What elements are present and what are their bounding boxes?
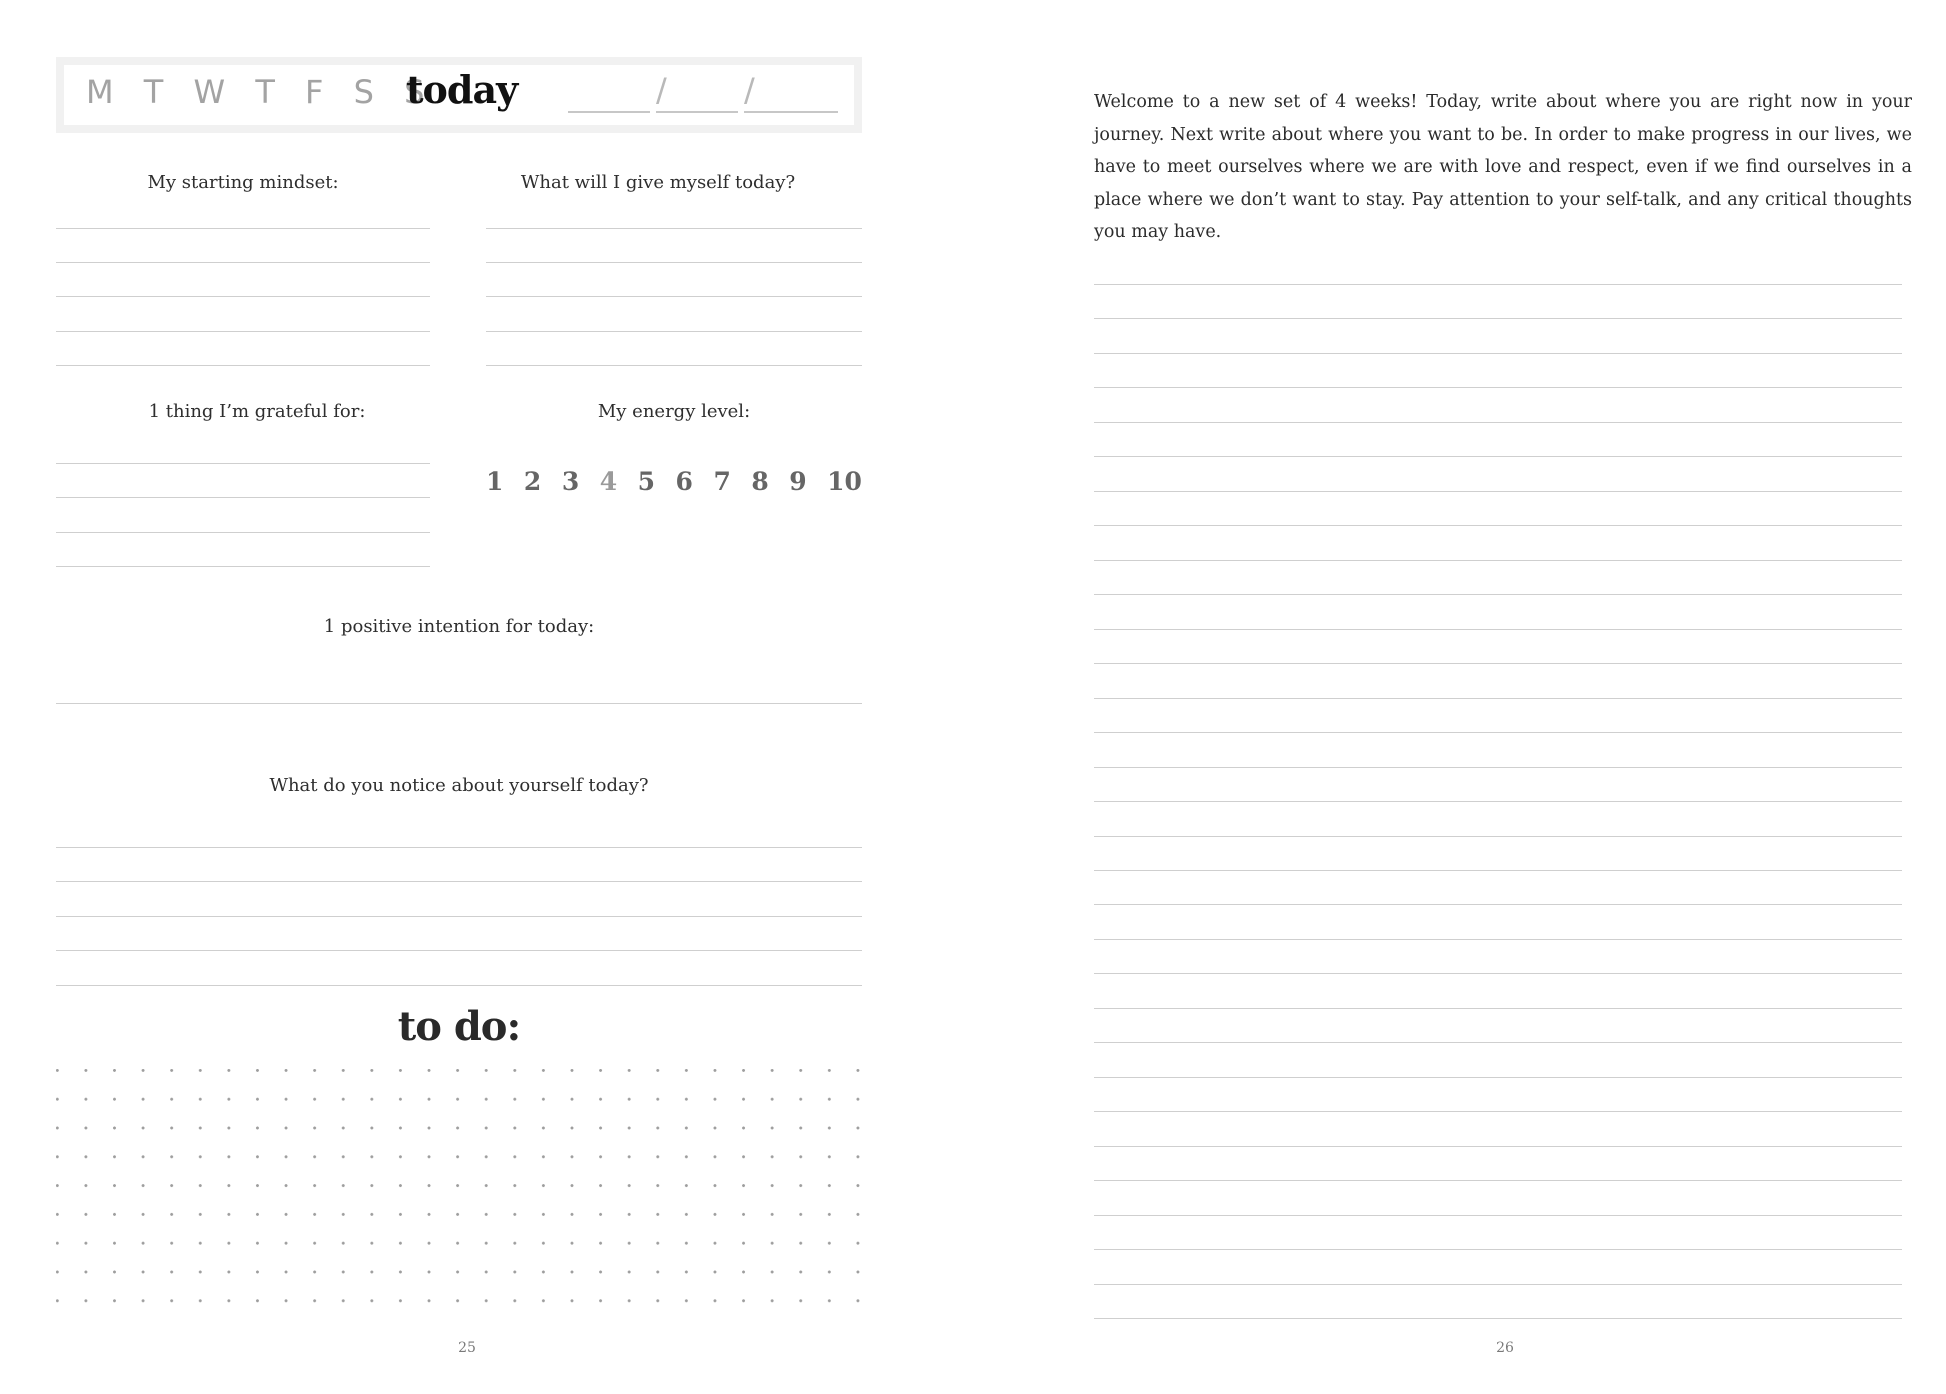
energy-option[interactable]: 7	[713, 467, 731, 496]
writing-line[interactable]	[1094, 870, 1902, 871]
writing-line[interactable]	[56, 847, 862, 848]
day-header	[56, 57, 862, 133]
writing-line[interactable]	[56, 296, 430, 297]
writing-line[interactable]	[486, 296, 862, 297]
todo-title: to do:	[397, 1003, 521, 1050]
writing-line[interactable]	[1094, 939, 1902, 940]
starting-mindset-label: My starting mindset:	[147, 172, 339, 193]
energy-option[interactable]: 9	[789, 467, 807, 496]
weekday-selector[interactable]: M T W T F S S	[86, 73, 435, 111]
energy-option[interactable]: 3	[561, 467, 580, 496]
writing-line[interactable]	[1094, 318, 1902, 319]
writing-line[interactable]	[486, 331, 862, 332]
writing-line[interactable]	[1094, 1042, 1902, 1043]
writing-line[interactable]	[1094, 560, 1902, 561]
writing-line[interactable]	[1094, 1180, 1902, 1181]
day-header-inner	[64, 65, 854, 125]
energy-option[interactable]: 8	[751, 467, 769, 496]
writing-line[interactable]	[56, 881, 862, 882]
writing-line[interactable]	[1094, 284, 1902, 285]
writing-line[interactable]	[56, 228, 430, 229]
writing-line[interactable]	[56, 497, 430, 498]
writing-line[interactable]	[1094, 1077, 1902, 1078]
writing-line[interactable]	[56, 532, 430, 533]
energy-option[interactable]: 10	[827, 467, 862, 496]
writing-line[interactable]	[56, 463, 430, 464]
positive-intention-label: 1 positive intention for today:	[323, 616, 595, 637]
writing-line[interactable]	[1094, 629, 1902, 630]
writing-line[interactable]	[1094, 732, 1902, 733]
writing-line[interactable]	[1094, 836, 1902, 837]
page-number-right: 26	[1496, 1340, 1514, 1356]
writing-line[interactable]	[1094, 1249, 1902, 1250]
energy-scale	[486, 467, 862, 496]
writing-line[interactable]	[1094, 1318, 1902, 1319]
date-day-field[interactable]	[656, 111, 738, 113]
writing-line[interactable]	[486, 365, 862, 366]
writing-line[interactable]	[1094, 422, 1902, 423]
writing-line[interactable]	[56, 365, 430, 366]
intro-paragraph: Welcome to a new set of 4 weeks! Today, write about where you are right now in your journey. Next write about where you want to be. In order to make progress in our lives, we have to meet ourselves where we are with love and respect, even if we find ourselves in a place where we don’t want to stay. Pay attention to your self-talk, and any critical thoughts you may have.	[1094, 92, 1912, 242]
today-title: today	[406, 67, 518, 112]
writing-line[interactable]	[1094, 801, 1902, 802]
page-number-left: 25	[458, 1340, 476, 1356]
writing-line[interactable]	[1094, 1215, 1902, 1216]
writing-line[interactable]	[1094, 698, 1902, 699]
writing-line[interactable]	[1094, 456, 1902, 457]
writing-line[interactable]	[1094, 525, 1902, 526]
writing-line[interactable]	[56, 262, 430, 263]
writing-line[interactable]	[56, 916, 862, 917]
writing-line[interactable]	[1094, 973, 1902, 974]
writing-line[interactable]	[486, 228, 862, 229]
writing-line[interactable]	[1094, 1146, 1902, 1147]
writing-line[interactable]	[1094, 1111, 1902, 1112]
writing-line[interactable]	[1094, 663, 1902, 664]
writing-line[interactable]	[1094, 904, 1902, 905]
energy-option[interactable]: 5	[637, 467, 656, 496]
date-month-field[interactable]	[568, 111, 650, 113]
writing-line[interactable]	[1094, 1284, 1902, 1285]
writing-line[interactable]	[56, 950, 862, 951]
date-separator-1: /	[656, 71, 667, 109]
writing-line[interactable]	[486, 262, 862, 263]
grateful-label: 1 thing I’m grateful for:	[148, 401, 366, 422]
energy-option[interactable]: 1	[486, 467, 504, 496]
writing-line[interactable]	[1094, 491, 1902, 492]
writing-line[interactable]	[56, 331, 430, 332]
todo-dot-grid[interactable]	[56, 1069, 862, 1309]
energy-option[interactable]: 6	[675, 467, 693, 496]
writing-line[interactable]	[1094, 767, 1902, 768]
notice-label: What do you notice about yourself today?	[269, 775, 649, 796]
writing-line[interactable]	[1094, 1008, 1902, 1009]
energy-option[interactable]: 2	[523, 467, 542, 496]
writing-line[interactable]	[56, 566, 430, 567]
positive-intention-line[interactable]	[56, 703, 862, 704]
writing-line[interactable]	[1094, 353, 1902, 354]
energy-level-label: My energy level:	[597, 401, 751, 422]
give-myself-label: What will I give myself today?	[520, 172, 796, 193]
writing-line[interactable]	[56, 985, 862, 986]
writing-line[interactable]	[1094, 387, 1902, 388]
date-separator-2: /	[744, 71, 755, 109]
date-year-field[interactable]	[744, 111, 838, 113]
energy-option[interactable]: 4	[599, 467, 618, 496]
writing-line[interactable]	[1094, 594, 1902, 595]
